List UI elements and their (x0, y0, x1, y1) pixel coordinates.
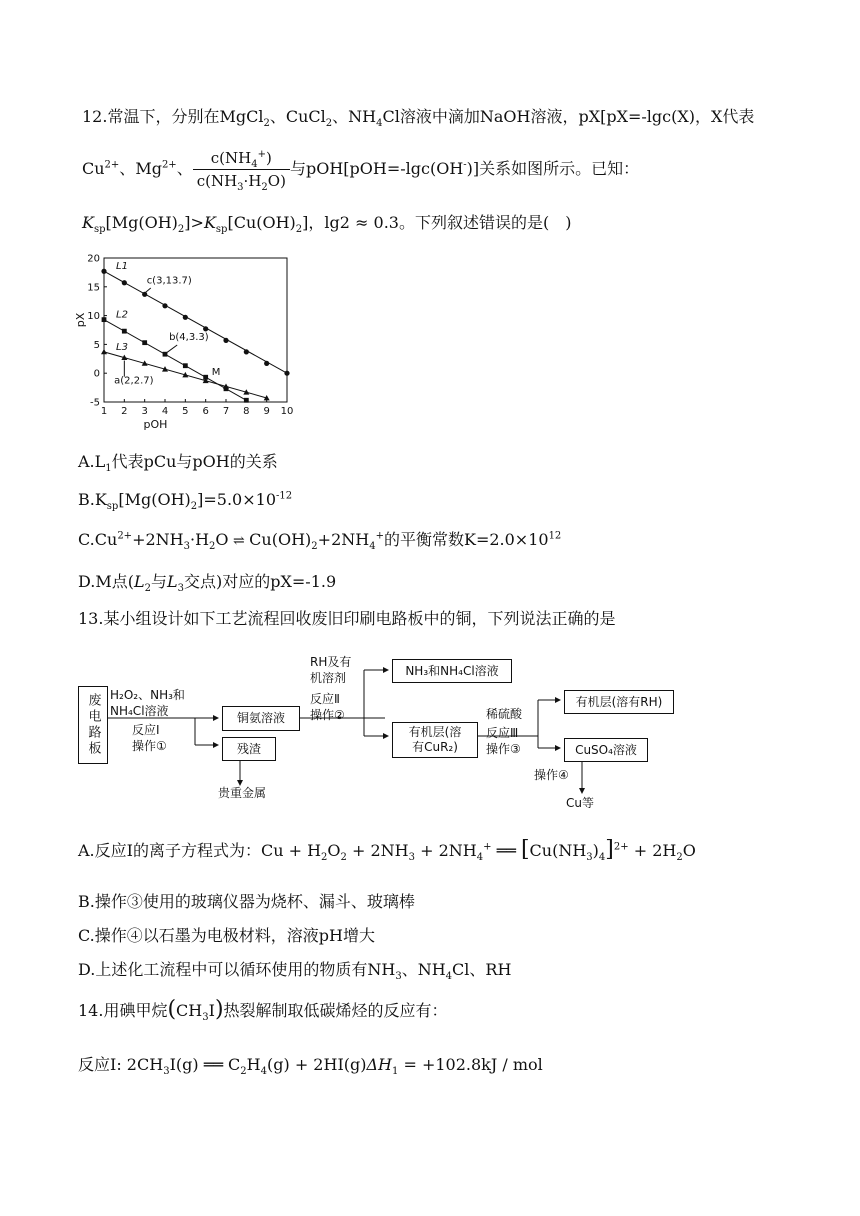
point-L2 (102, 317, 107, 322)
box-nh3-nh4cl: NH₃和NH₄Cl溶液 (392, 659, 512, 683)
reagent1: H₂O₂、NH₃和 (110, 688, 185, 702)
point-L1 (264, 361, 269, 366)
cu-etc: Cu等 (566, 796, 594, 810)
y-axis-label: pX (74, 312, 87, 328)
point-L2 (244, 398, 249, 403)
q13-option-c[interactable]: C.操作④以石墨为电极材料，溶液pH增大 (78, 926, 375, 945)
y-tick-label: -5 (90, 397, 100, 409)
point-L1 (223, 338, 228, 343)
x-tick-label: 7 (222, 406, 230, 417)
box-organic-cur2: 有机层(溶 有CuR₂) (392, 722, 478, 758)
ratio-fraction: $\frac{c(NH_4^+)}{c(NH_3\cdot H_2O)}$ (193, 148, 290, 191)
x-tick-label: 4 (161, 406, 169, 417)
line-label-L2: L2 (116, 309, 128, 321)
point-L1 (142, 292, 147, 297)
y-tick-label: 5 (93, 339, 100, 351)
point-L2 (122, 329, 127, 334)
y-tick-label: 15 (87, 282, 100, 294)
reaction3: 反应Ⅲ (486, 726, 519, 740)
op3: 操作③ (486, 742, 521, 756)
box-organic-rh: 有机层(溶有RH) (564, 690, 674, 714)
box-residue: 残渣 (222, 737, 276, 761)
x-axis-label: pOH (143, 418, 168, 431)
q12-option-a[interactable]: $A.L_1$代表pCu与pOH的关系 (78, 452, 278, 475)
point-L1 (244, 349, 249, 354)
op1: 操作① (132, 739, 167, 753)
q12-option-d[interactable]: D.M点($L_2$与$L_3$交点)对应的pX=-1.9 (78, 572, 337, 595)
q14-reaction1: 反应Ⅰ: $2CH_3I(g)$ ══ $C_2H_4(g) + 2HI(g)\Delta H_1 = +102.8kJ$ / mol (78, 1055, 543, 1078)
annotation-c: c(3,13.7) (146, 275, 192, 287)
point-L3 (101, 349, 107, 354)
q13-stem: 13.某小组设计如下工艺流程回收废旧印刷电路板中的铜，下列说法正确的是 (78, 609, 616, 628)
x-tick-label: 1 (100, 406, 108, 417)
q12-option-b[interactable]: $B.K_{sp}[Mg(OH)_2]=5.0\times 10^{-12}$ (78, 490, 293, 513)
q13-option-d[interactable]: D.上述化工流程中可以循环使用的物质有$NH_3$、$NH_4Cl$、RH (78, 960, 512, 983)
annotation-m: M (211, 366, 221, 378)
point-L1 (183, 315, 188, 320)
q12-stem-line2: $Cu^{2+}$、$Mg^{2+}$、 $\frac{c(NH_4^+)}{c(NH_3\cdot H_2O)}$ 与pOH[pOH=-lgc(OH-)]关系如图所示。已知： (82, 149, 640, 193)
y-tick-label: 10 (87, 311, 100, 323)
x-tick-label: 5 (182, 406, 189, 417)
point-L2 (163, 352, 168, 357)
box-cuso4: CuSO₄溶液 (564, 738, 648, 762)
series-line-L1 (104, 271, 287, 373)
q12-stem-line3: $K_{sp}[Mg(OH)_2]>K_{sp}[Cu(OH)_2]$，lg2 ≈ 0.3。下列叙述错误的是( ) (82, 213, 572, 236)
reagent2a: RH及有 (310, 655, 352, 669)
point-L1 (284, 371, 289, 376)
q12-option-c[interactable]: $C.Cu^{2+}+2NH_3\cdot H_2O$ ⇌ $Cu(OH)_2+2NH_4^+$的平衡常数$K=2.0\times 10^{12}$ (78, 530, 562, 553)
x-tick-label: 9 (263, 406, 270, 417)
x-tick-label: 3 (141, 406, 148, 417)
q13-option-a[interactable]: A.反应Ⅰ的离子方程式为：$Cu + H_2O_2 + 2NH_3 + 2NH_4^+$ ══ $[Cu(NH_3)_4]^{2+} + 2H_2O$ (78, 837, 696, 864)
y-tick-label: 0 (93, 368, 100, 380)
reaction2: 反应Ⅱ (310, 692, 340, 706)
reaction1: 反应Ⅰ (132, 723, 160, 737)
precious-metals: 贵重金属 (218, 786, 267, 800)
box-waste-board: 废电路板 (78, 686, 108, 764)
point-L1 (122, 280, 127, 285)
box-copper-ammonia: 铜氨溶液 (222, 706, 300, 731)
reagent2b: 机溶剂 (310, 671, 347, 685)
x-tick-label: 10 (280, 406, 294, 417)
point-L1 (101, 269, 106, 274)
op4: 操作④ (534, 768, 569, 782)
q13-option-b[interactable]: B.操作③使用的玻璃仪器为烧杯、漏斗、玻璃棒 (78, 892, 415, 911)
point-L1 (162, 303, 167, 308)
x-tick-label: 6 (202, 406, 209, 417)
line-label-L3: L3 (116, 341, 128, 353)
annotation-b-arrow (167, 345, 177, 352)
q12-stem-line1: 12.常温下，分别在MgCl$_2$、CuCl$_2$、$NH_4Cl$溶液中滴加NaOH溶液，pX[pX=-lgc(X)，X代表 (82, 107, 755, 130)
line-label-L1: L1 (116, 261, 128, 273)
point-L1 (203, 326, 208, 331)
reagent3: 稀硫酸 (486, 707, 523, 721)
point-L2 (142, 340, 147, 345)
op2: 操作② (310, 708, 345, 722)
point-L2 (183, 363, 188, 368)
q14-stem: 14.用碘甲烷$(CH_3I)$热裂解制取低碳烯烃的反应有： (78, 997, 448, 1024)
reagent1b: NH₄Cl溶液 (110, 704, 169, 718)
x-tick-label: 8 (243, 406, 250, 417)
y-tick-label: 20 (87, 253, 100, 265)
annotation-a: a(2,2.7) (114, 375, 154, 387)
x-tick-label: 2 (121, 406, 128, 417)
px-poh-chart (72, 250, 312, 435)
annotation-c-arrow (145, 288, 151, 293)
annotation-b: b(4,3.3) (169, 331, 209, 343)
